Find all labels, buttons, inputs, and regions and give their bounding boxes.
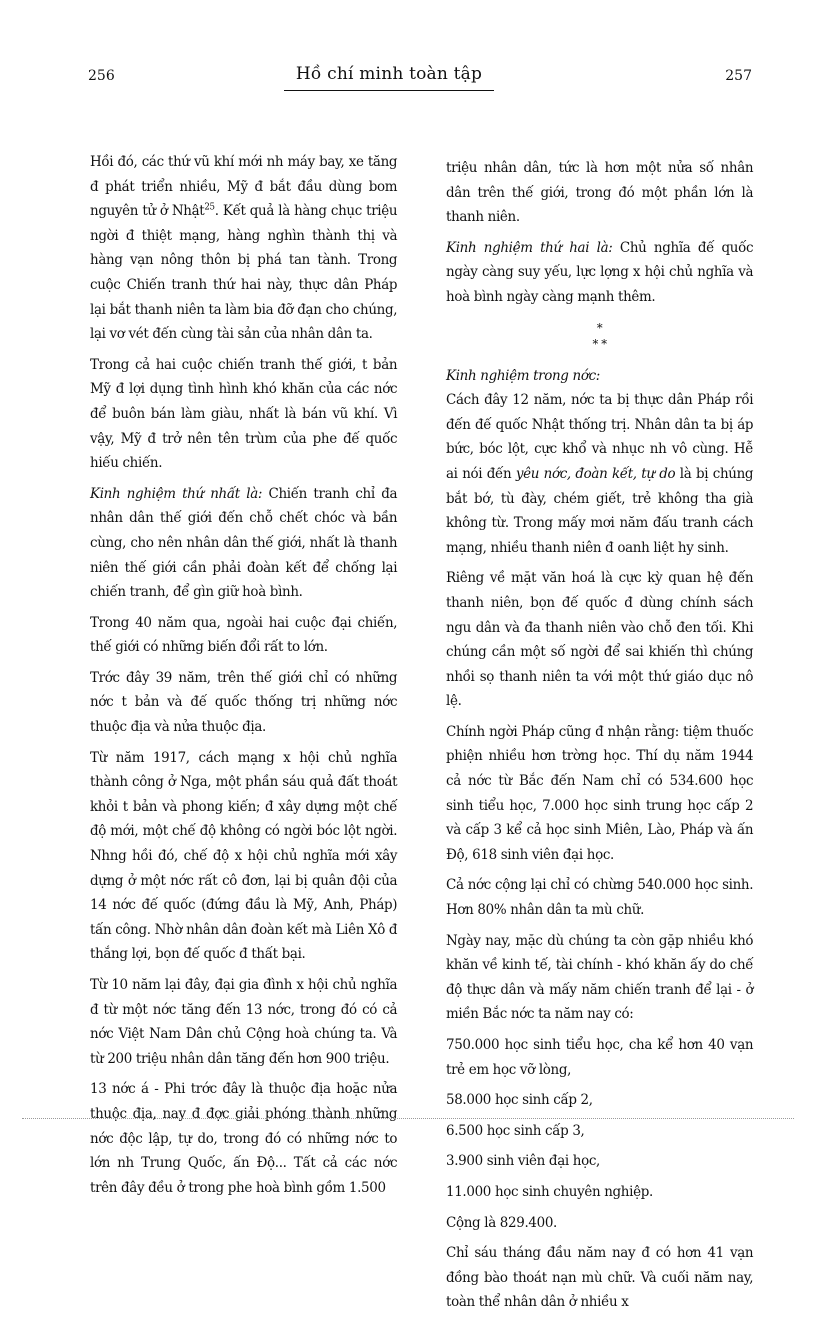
right-column: [446, 156, 753, 1321]
asterisk: *: [596, 320, 603, 335]
paragraph: 13 nớc á - Phi trớc đây là thuộc địa hoặc nửa thuộc địa, nay đ đợc giải phóng thành những nớc độc lập, tự do, trong đó có những nớc to lớn nh Trung Quốc, ấn Độ... Tất cả các nớc trên đây đều ở trong phe hoà bình gồm 1.500: [90, 1081, 398, 1196]
paragraph: Ngày nay, mặc dù chúng ta còn gặp nhiều khó khăn về kinh tế, tài chính - khó khăn ấy do chế độ thực dân và mấy năm chiến tranh để lại - ở miền Bắc nớc ta năm nay có:: [446, 932, 754, 1023]
text: Chủ nghĩa đế quốc ngày càng suy yếu, lực lợng x hội chủ nghĩa và hoà bình ngày càng mạnh thêm.: [446, 239, 754, 305]
section-heading: [446, 364, 753, 389]
emphasis: yêu nớc, đoàn kết, tự do: [515, 465, 676, 482]
paragraph: Riêng về mặt văn hoá là cực kỳ quan hệ đến thanh niên, bọn đế quốc đ dùng chính sách ngu dân và đa thanh niên vào chỗ đen tối. Khi chúng cần một số ngời để sai khiến thì chúng nhồi sọ thanh niên ta với một thứ giáo dục nô lệ.: [446, 570, 754, 710]
page-header: [88, 64, 752, 92]
asterisk: * *: [592, 336, 607, 351]
lesson-label: Kinh nghiệm thứ nhất là:: [90, 485, 263, 502]
list-item: 11.000 học sinh chuyên nghiệp.: [446, 1183, 653, 1200]
list-item: 750.000 học sinh tiểu học, cha kể hơn 40 vạn trẻ em học vỡ lòng,: [446, 1037, 754, 1078]
heading-text: Kinh nghiệm trong nớc:: [446, 367, 600, 384]
paragraph: Trớc đây 39 năm, trên thế giới chỉ có những nớc t bản và đế quốc thống trị những nớc thuộc địa và nửa thuộc địa.: [90, 669, 398, 736]
paragraph: [90, 482, 397, 605]
text: Cách đây 12 năm, nớc ta bị thực dân Pháp rồi đến đế quốc Nhật thống trị. Nhân dân ta bị áp bức, bóc lột, cực khổ và nhục nh vô cùng. Hễ ai nói đến: [446, 392, 754, 482]
paragraph: Từ 10 năm lại đây, đại gia đình x hội chủ nghĩa đ từ một nớc tăng đến 13 nớc, trong đó có cả nớc Việt Nam Dân chủ Cộng hoà chúng ta. Và từ 200 triệu nhân dân tăng đến hơn 900 triệu.: [90, 977, 398, 1067]
paragraph: [90, 150, 397, 347]
left-column: [90, 150, 397, 1206]
paragraph: [446, 236, 753, 310]
list-item: 3.900 sinh viên đại học,: [446, 1153, 600, 1170]
page-number-right: 257: [725, 68, 752, 84]
paragraph: Trong 40 năm qua, ngoài hai cuộc đại chiến, thế giới có những biến đổi rất to lớn.: [90, 614, 398, 656]
paragraph: triệu nhân dân, tức là hơn một nửa số nhân dân trên thế giới, trong đó một phần lớn là thanh niên.: [446, 160, 754, 226]
paragraph: Cả nớc cộng lại chỉ có chừng 540.000 học sinh. Hơn 80% nhân dân ta mù chữ.: [446, 877, 754, 919]
paragraph: Chỉ sáu tháng đầu năm nay đ có hơn 41 vạn đồng bào thoát nạn mù chữ. Và cuối năm nay, toàn thể nhân dân ở nhiều x: [446, 1245, 754, 1311]
running-title: Hồ chí minh toàn tập: [295, 64, 483, 84]
list-item: Cộng là 829.400.: [446, 1214, 557, 1231]
paragraph: [446, 388, 753, 560]
text: Chiến tranh chỉ đa nhân dân thế giới đến chỗ chết chóc và bần cùng, cho nên nhân dân thế giới, nhất là thanh niên thế giới cần phải đoàn kết để chống lại chiến tranh, để gìn giữ hoà bình.: [90, 485, 398, 601]
page-number-left: 256: [88, 68, 115, 84]
paragraph: Trong cả hai cuộc chiến tranh thế giới, t bản Mỹ đ lợi dụng tình hình khó khăn của các nớc để buôn bán làm giàu, nhất là bán vũ khí. Vì vậy, Mỹ đ trở nên tên trùm của phe đế quốc hiếu chiến.: [90, 356, 398, 472]
footnote-ref: 25: [204, 202, 215, 213]
lesson-label: Kinh nghiệm thứ hai là:: [446, 239, 613, 256]
paragraph: Từ năm 1917, cách mạng x hội chủ nghĩa thành công ở Nga, một phần sáu quả đất thoát khỏi t bản và phong kiến; đ xây dựng một chế độ mới, một chế độ không có ngời bóc lột ngời. Nhng hồi đó, chế độ x hội chủ nghĩa mới xây dựng ở một nớc rất cô đơn, lại bị quân đội của 14 nớc đế quốc (đứng đầu là Mỹ, Anh, Pháp) tấn công. Nhờ nhân dân đoàn kết mà Liên Xô đ thắng lợi, bọn đế quốc đ thất bại.: [90, 749, 398, 963]
paragraph: Chính ngời Pháp cũng đ nhận rằng: tiệm thuốc phiện nhiều hơn trờng học. Thí dụ năm 1944 cả nớc từ Bắc đến Nam chỉ có 534.600 học sinh tiểu học, 7.000 học sinh trung học cấp 2 và cấp 3 kể cả học sinh Miên, Lào, Pháp và ấn Độ, 618 sinh viên đại học.: [446, 723, 754, 863]
text: Hồi đó, các thứ vũ khí mới nh máy bay, xe tăng đ phát triển nhiều, Mỹ đ bắt đầu dùng bom nguyên tử ở Nhật: [90, 154, 398, 220]
title-underline: [284, 90, 494, 91]
page-bottom-border: [22, 1118, 794, 1119]
list-item: 6.500 học sinh cấp 3,: [446, 1122, 585, 1139]
text: là bị chúng bắt bớ, tù đày, chém giết, trẻ không tha già không từ. Trong mấy mơi năm đấu tranh cách mạng, nhiều thanh niên đ oanh liệt hy sinh.: [446, 465, 754, 556]
list-item: 58.000 học sinh cấp 2,: [446, 1092, 593, 1109]
text: . Kết quả là hàng chục triệu ngời đ thiệt mạng, hàng nghìn thành thị và hàng vạn nông thôn bị phá tan tành. Trong cuộc Chiến tranh thứ hai này, thực dân Pháp lại bắt thanh niên ta làm bia đỡ đạn cho chúng, lại vơ vét đến cùng tài sản của nhân dân ta.: [90, 203, 398, 343]
section-separator: [446, 320, 753, 352]
